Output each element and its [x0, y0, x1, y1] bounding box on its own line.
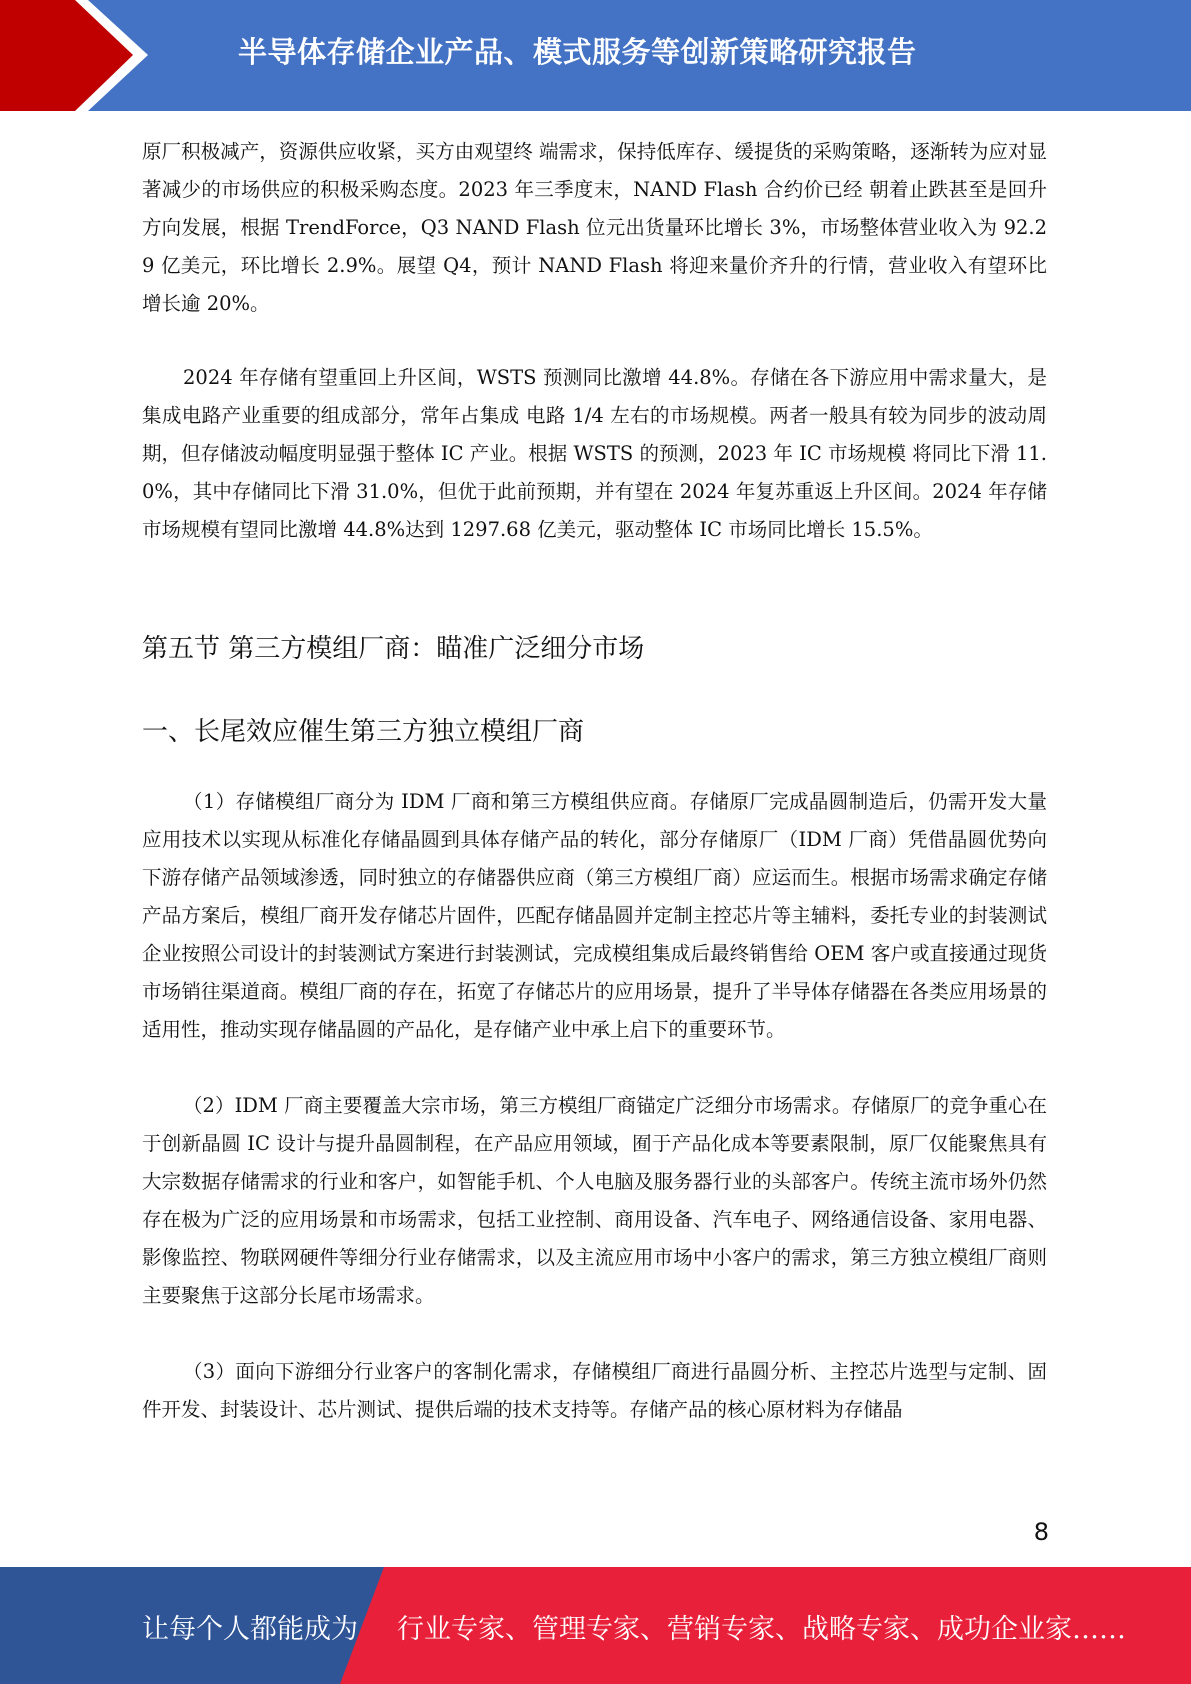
paragraph-market-supply: 原厂积极减产，资源供应收紧，买方由观望终 端需求，保持低库存、缓提货的采购策略，逐渐转为应对显著减少的市场供应的积极采购态度。2023 年三季度末，NAND Flash 合约价已经 朝着止跌甚至是回升方向发展，根据 TrendForce，Q3 NAND Flash 位元出货量环比增长 3%，市场整体营业收入为 92.29 亿美元，环比增长 2.9%。展望 Q4，预计 NAND Flash 将迎来量价齐升的行情，营业收入有望环比增长逾 20%。	[142, 140, 1047, 315]
report-title: 半导体存储企业产品、模式服务等创新策略研究报告	[238, 35, 917, 69]
page-number: 8	[1033, 1518, 1049, 1546]
footer-slogan-right: 行业专家、管理专家、营销专家、战略专家、成功企业家……	[397, 1614, 1126, 1645]
paragraph-module-vendors: （1）存储模组厂商分为 IDM 厂商和第三方模组供应商。存储原厂完成晶圆制造后，仍需开发大量应用技术以实现从标准化存储晶圆到具体存储产品的转化，部分存储原厂（IDM 厂商）凭借晶圆优势向下游存储产品领域渗透，同时独立的存储器供应商（第三方模组厂商）应运而生。根据市场需求确定存储产品方案后，模组厂商开发存储芯片固件，匹配存储晶圆并定制主控芯片等主辅料，委托专业的封装测试企业按照公司设计的封装测试方案进行封装测试，完成模组集成后最终销售给 OEM 客户或直接通过现货市场销往渠道商。模组厂商的存在，拓宽了存储芯片的应用场景，提升了半导体存储器在各类应用场景的适用性，推动实现存储晶圆的产品化，是存储产业中承上启下的重要环节。	[142, 790, 1047, 1041]
paragraph-wsts-forecast: 2024 年存储有望重回上升区间，WSTS 预测同比激增 44.8%。存储在各下游应用中需求量大，是集成电路产业重要的组成部分，常年占集成 电路 1/4 左右的市场规模。两者一般具有较为同步的波动周期，但存储波动幅度明显强于整体 IC 产业。根据 WSTS 的预测，2023 年 IC 市场规模 将同比下滑 11.0%，其中存储同比下滑 31.0%，但优于此前预期，并有望在 2024 年复苏重返上升区间。2024 年存储市场规模有望同比激增 44.8%达到 1297.68 亿美元，驱动整体 IC 市场同比增长 15.5%。	[142, 366, 1047, 541]
subsection-heading: 一、长尾效应催生第三方独立模组厂商	[142, 717, 585, 747]
section-heading: 第五节 第三方模组厂商：瞄准广泛细分市场	[142, 634, 645, 664]
document-body	[142, 133, 1047, 1429]
page-footer	[0, 1567, 1191, 1684]
paragraph-idm-vs-third-party: （2）IDM 厂商主要覆盖大宗市场，第三方模组厂商锚定广泛细分市场需求。存储原厂的竞争重心在于创新晶圆 IC 设计与提升晶圆制程，在产品应用领域，囿于产品化成本等要素限制，原厂仅能聚焦具有大宗数据存储需求的行业和客户，如智能手机、个人电脑及服务器行业的头部客户。传统主流市场外仍然存在极为广泛的应用场景和市场需求，包括工业控制、商用设备、汽车电子、网络通信设备、家用电器、影像监控、物联网硬件等细分行业存储需求，以及主流应用市场中小客户的需求，第三方独立模组厂商则主要聚焦于这部分长尾市场需求。	[142, 1094, 1047, 1307]
footer-slogan-left: 让每个人都能成为	[142, 1614, 358, 1645]
paragraph-customization: （3）面向下游细分行业客户的客制化需求，存储模组厂商进行晶圆分析、主控芯片选型与定制、固件开发、封装设计、芯片测试、提供后端的技术支持等。存储产品的核心原材料为存储晶	[142, 1360, 1047, 1421]
page-header	[0, 0, 1191, 111]
header-chevron-decoration	[0, 0, 170, 111]
